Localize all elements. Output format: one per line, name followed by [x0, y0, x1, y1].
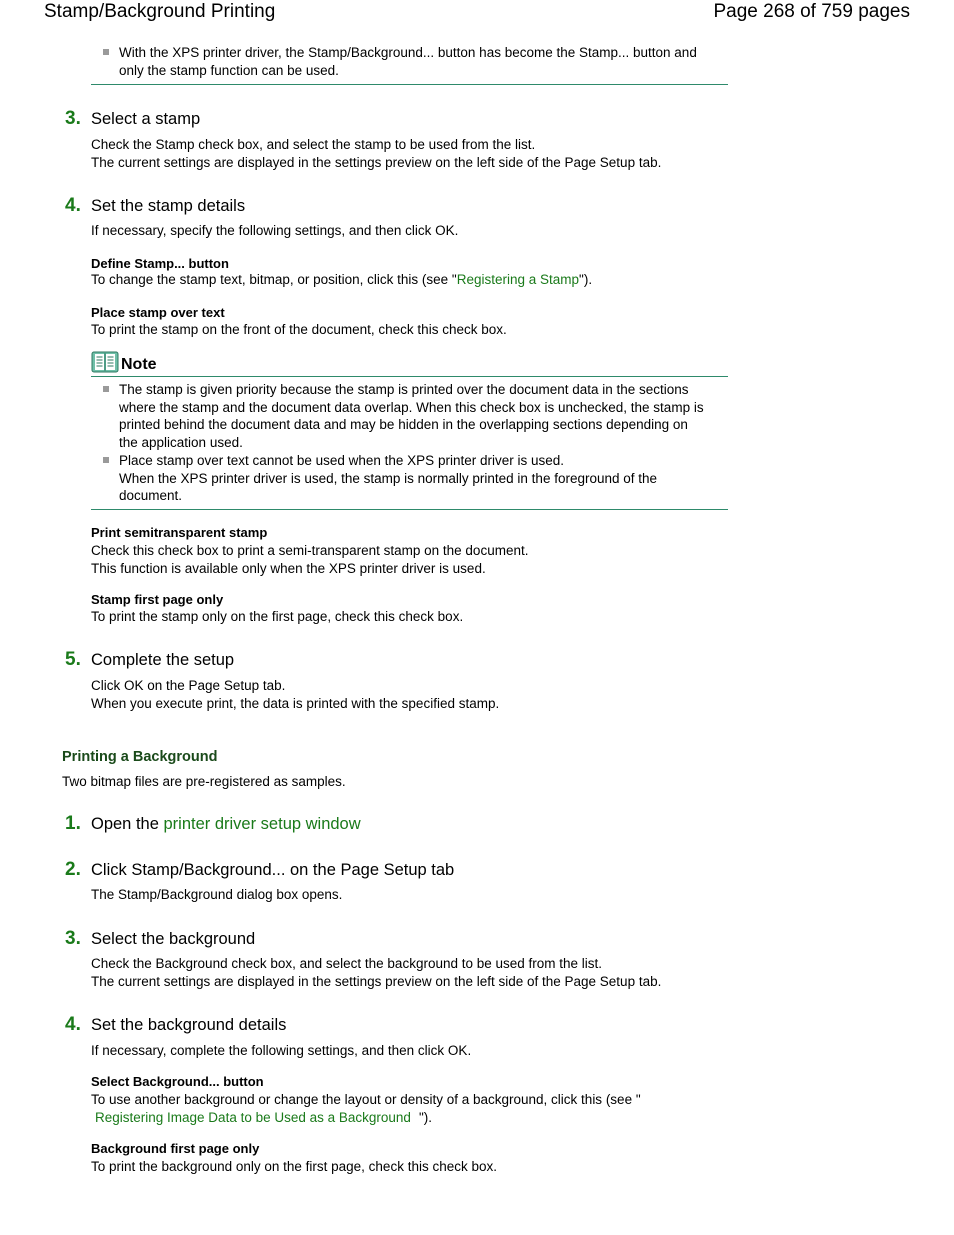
bullet-square-icon — [103, 457, 109, 463]
note-item-text: The stamp is given priority because the stamp is printed over the document data in the sections where the stamp and the document data overlap. When this check box is unchecked, the stamp is printed behind the document data and may be hidden in the overlapping sections depending on the application used. — [119, 382, 704, 450]
description-text: "). — [418, 1109, 432, 1125]
step-number: 5. — [65, 649, 81, 670]
setting-term: Stamp first page only — [91, 592, 224, 607]
setting-term: Background first page only — [91, 1141, 260, 1156]
step-description — [91, 955, 731, 990]
page-title: Stamp/Background Printing — [44, 1, 276, 22]
step-number: 3. — [65, 108, 81, 129]
setting-description: To print the background only on the first page, check this check box. — [91, 1159, 497, 1174]
setting-term: Define Stamp... button — [91, 256, 229, 271]
step-number: 3. — [65, 928, 81, 949]
registering-stamp-link[interactable]: Registering a Stamp — [456, 272, 580, 287]
description-line: Check the Background check box, and select the background to be used from the list. — [91, 956, 603, 971]
step-title: Click Stamp/Background... on the Page Setup tab — [91, 861, 455, 879]
note-list-item — [103, 381, 709, 451]
printer-driver-setup-window-link[interactable]: printer driver setup window — [163, 815, 361, 833]
section-intro: Two bitmap files are pre-registered as samples. — [62, 774, 346, 789]
description-line: Click OK on the Page Setup tab. — [91, 678, 286, 693]
setting-description: To print the stamp on the front of the document, check this check box. — [91, 322, 507, 337]
note-list-item — [103, 452, 709, 505]
step-description: If necessary, complete the following settings, and then click OK. — [91, 1043, 472, 1058]
step-title — [91, 813, 361, 835]
step-title: Select the background — [91, 930, 256, 948]
note-line: Place stamp over text cannot be used when the XPS printer driver is used. — [119, 453, 564, 468]
step-description: If necessary, specify the following settings, and then click OK. — [91, 223, 459, 238]
step-description — [91, 677, 731, 712]
step-number: 4. — [65, 195, 81, 216]
step-title: Set the background details — [91, 1016, 287, 1034]
description-line: When you execute print, the data is printed with the specified stamp. — [91, 695, 500, 711]
description-text: "). — [579, 272, 593, 287]
step-description: The Stamp/Background dialog box opens. — [91, 887, 343, 902]
step-title: Complete the setup — [91, 651, 235, 669]
setting-term: Select Background... button — [91, 1074, 264, 1089]
setting-term: Print semitransparent stamp — [91, 525, 268, 540]
note-divider — [91, 84, 728, 85]
setting-description — [91, 542, 731, 577]
setting-description: To print the stamp only on the first page, check this check box. — [91, 609, 464, 624]
description-line: Check this check box to print a semi-transparent stamp on the document. — [91, 543, 529, 558]
note-item-text: With the XPS printer driver, the Stamp/Background... button has become the Stamp... button and only the stamp function can be used. — [119, 45, 697, 78]
note-item-text — [119, 452, 709, 505]
note-label: Note — [121, 356, 157, 373]
description-line: This function is available only when the XPS printer driver is used. — [91, 560, 486, 576]
note-list-item — [103, 44, 709, 79]
setting-description — [91, 1091, 691, 1126]
bullet-square-icon — [103, 386, 109, 392]
step-number: 1. — [65, 813, 81, 834]
description-line: The current settings are displayed in the settings preview on the left side of the Page Setup tab. — [91, 154, 662, 170]
step-number: 4. — [65, 1014, 81, 1035]
step-title-text: Open the — [91, 815, 164, 833]
step-description — [91, 136, 731, 171]
setting-description — [91, 271, 731, 289]
step-number: 2. — [65, 859, 81, 880]
note-divider — [91, 376, 728, 377]
page-number: Page 268 of 759 pages — [713, 1, 910, 22]
note-book-icon — [91, 351, 119, 373]
description-text: To change the stamp text, bitmap, or position, click this (see " — [91, 272, 457, 287]
description-line: Check the Stamp check box, and select the stamp to be used from the list. — [91, 137, 536, 152]
note-divider — [91, 509, 728, 510]
bullet-square-icon — [103, 49, 109, 55]
step-title: Select a stamp — [91, 110, 201, 128]
description-text: To use another background or change the layout or density of a background, click this (see " — [91, 1092, 641, 1107]
step-title: Set the stamp details — [91, 197, 246, 215]
registering-background-link[interactable]: Registering Image Data to be Used as a Background — [95, 1109, 411, 1125]
setting-term: Place stamp over text — [91, 305, 225, 320]
section-heading: Printing a Background — [62, 749, 218, 765]
description-line: The current settings are displayed in the settings preview on the left side of the Page Setup tab. — [91, 973, 662, 989]
note-line: When the XPS printer driver is used, the stamp is normally printed in the foreground of the document. — [119, 470, 658, 503]
